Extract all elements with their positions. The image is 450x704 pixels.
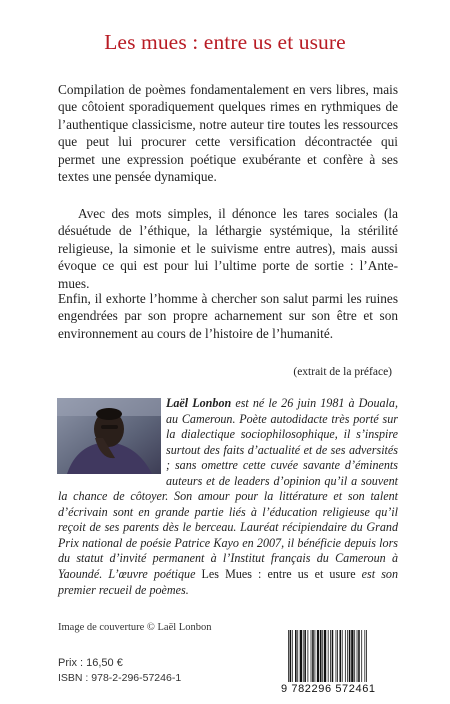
preface-attribution: (extrait de la préface): [293, 366, 392, 378]
image-credit: Image de couverture © Laël Lonbon: [58, 622, 212, 633]
bio-text-part-2: est son premier recueil de poèmes.: [58, 567, 398, 597]
summary-paragraph-1: Compilation de poèmes fondamentalement en vers libres, mais que côtoient sporadiquement quelques rimes en rythmiques de l’authentique classicisme, notre auteur tire toutes les ressources que peut lui procurer cette versification décontractée qui permet une expression poétique exubérante et confère à ses textes une pensée dynamique.: [58, 82, 398, 185]
price-label: Prix : 16,50 €: [58, 657, 123, 669]
isbn-barcode: [287, 630, 399, 682]
barcode-number: 9 782296 572461: [281, 683, 376, 695]
isbn-label: ISBN : 978-2-296-57246-1: [58, 672, 182, 684]
summary-paragraph-3: Enfin, il exhorte l’homme à chercher son salut parmi les ruines engendrées par son propre acharnement sur son être et son environnement au cours de l’histoire de l’humanité.: [58, 291, 398, 341]
bio-text-part-1: est né le 26 juin 1981 à Douala, au Cameroun. Poète autodidacte très porté sur la dialectique sociophilosophique, il s’inspire surtout des faits d’actualité et de ses adversités ; sans omettre cette cuvée savante d’éminents auteurs et de leaders d’opinion qu’il a souvent la chance de côtoyer. Son amour pour la littérature et son talent d’écrivain sont en grande partie liés à l’éducation religieuse qu’il reçoit de ses parents dès le berceau. Lauréat récipiendaire du Grand Prix national de poésie Patrice Kayo en 2007, il bénéficie depuis lors du statut d’invité permanent à l’Institut français du Cameroun à Yaoundé. L’œuvre poétique: [58, 396, 398, 582]
book-title: Les mues : entre us et usure: [104, 30, 346, 54]
bio-book-title: Les Mues : entre us et usure: [201, 567, 356, 582]
summary-paragraph-2: Avec des mots simples, il dénonce les tares sociales (la désuétude de l’éthique, la léthargie systémique, la stérilité religieuse, la simonie et le suivisme entre autres), mais aussi évoque ce qui est pour lui l’ultime porte de sortie : l’Ante-mues.: [58, 206, 398, 291]
author-biography: [58, 396, 398, 598]
author-name: Laël Lonbon: [166, 396, 232, 410]
